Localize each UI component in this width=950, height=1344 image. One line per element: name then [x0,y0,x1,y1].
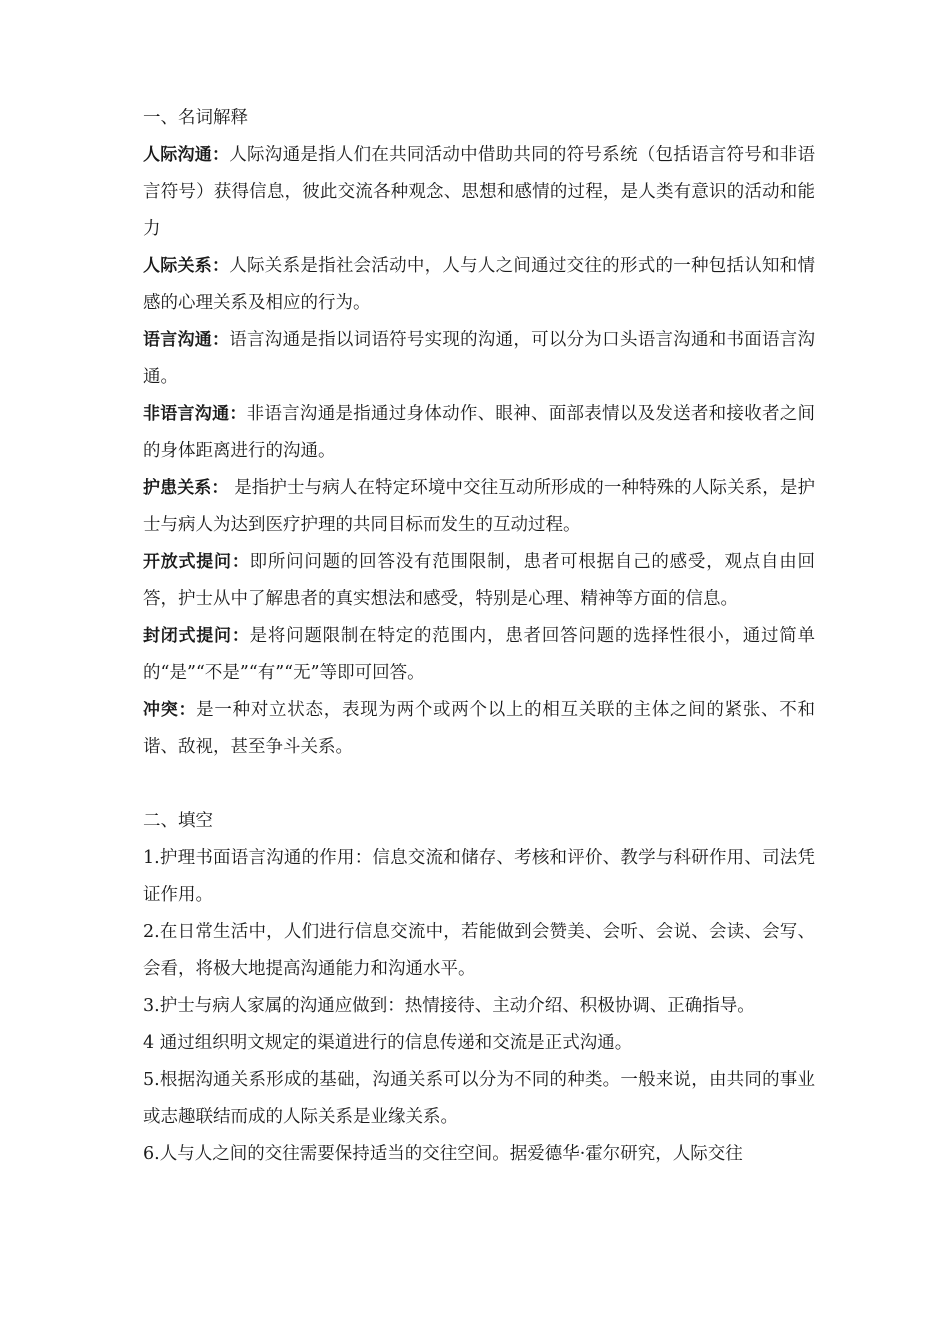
definition-term: 语言沟通： [143,330,230,350]
definition-item [143,322,815,396]
definition-item [143,470,815,544]
definition-item [143,544,815,618]
document-page [143,100,815,1173]
definition-text: 是一种对立状态，表现为两个或两个以上的相互关联的主体之间的紧张、不和谐、敌视，甚至争斗关系。 [143,700,816,757]
definition-item [143,396,815,470]
definition-term: 开放式提问： [143,552,250,572]
section-spacer [143,766,815,803]
definition-term: 护患关系： [143,478,229,498]
definition-term: 人际沟通： [143,145,230,165]
definition-item [143,248,815,322]
definition-text: 语言沟通是指以词语符号实现的沟通，可以分为口头语言沟通和书面语言沟通。 [143,330,816,387]
section-heading-definitions: 一、名词解释 [143,108,248,128]
definition-text: 人际沟通是指人们在共同活动中借助共同的符号系统（包括语言符号和非语言符号）获得信息，彼此交流各种观念、思想和感情的过程，是人类有意识的活动和能力 [143,145,816,239]
fill-in-item: 4 通过组织明文规定的渠道进行的信息传递和交流是正式沟通。 [143,1033,633,1053]
definition-text: 非语言沟通是指通过身体动作、眼神、面部表情以及发送者和接收者之间的身体距离进行的沟通。 [143,404,816,461]
fill-in-item: 5.根据沟通关系形成的基础，沟通关系可以分为不同的种类。一般来说，由共同的事业或志趣联结而成的人际关系是业缘关系。 [143,1070,815,1127]
definition-item [143,618,815,692]
definition-text: 是指护士与病人在特定环境中交往互动所形成的一种特殊的人际关系，是护士与病人为达到医疗护理的共同目标而发生的互动过程。 [143,478,816,535]
definition-item [143,692,815,766]
section-heading-fill-in: 二、填空 [143,811,213,831]
definition-term: 封闭式提问： [143,626,250,646]
definition-text: 是将问题限制在特定的范围内，患者回答问题的选择性很小，通过简单的“是”“不是”“有”“无”等即可回答。 [143,626,816,683]
fill-in-item: 1.护理书面语言沟通的作用：信息交流和储存、考核和评价、教学与科研作用、司法凭证作用。 [143,848,815,905]
fill-in-item: 3.护士与病人家属的沟通应做到：热情接待、主动介绍、积极协调、正确指导。 [143,996,755,1016]
definition-term: 非语言沟通： [143,404,247,424]
fill-in-item: 6.人与人之间的交往需要保持适当的交往空间。据爱德华·霍尔研究，人际交往 [143,1144,743,1164]
definition-term: 冲突： [143,700,197,720]
fill-in-item: 2.在日常生活中，人们进行信息交流中，若能做到会赞美、会听、会说、会读、会写、会看，将极大地提高沟通能力和沟通水平。 [143,922,815,979]
definition-text: 人际关系是指社会活动中，人与人之间通过交往的形式的一种包括认知和情感的心理关系及相应的行为。 [143,256,816,313]
definition-item [143,137,815,248]
definition-text: 即所问问题的回答没有范围限制，患者可根据自己的感受，观点自由回答，护士从中了解患者的真实想法和感受，特别是心理、精神等方面的信息。 [143,552,816,609]
definition-term: 人际关系： [143,256,230,276]
